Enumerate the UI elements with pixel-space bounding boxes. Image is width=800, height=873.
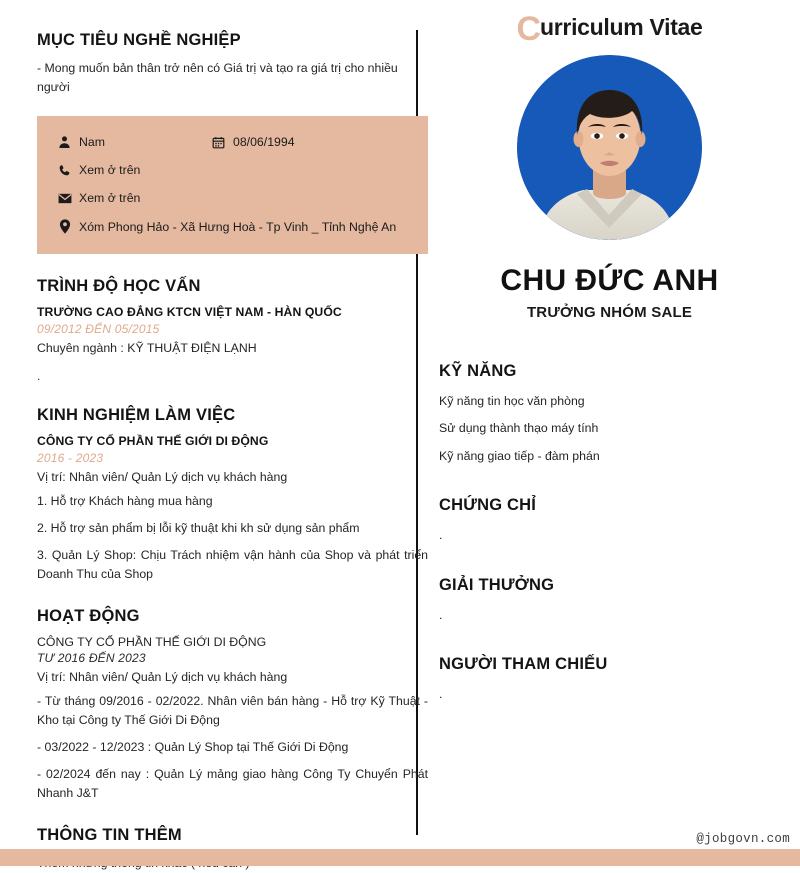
references-placeholder: . bbox=[439, 687, 443, 702]
info-row-gender-birthday bbox=[57, 135, 408, 149]
right-column bbox=[437, 0, 782, 704]
activities-item: - 03/2022 - 12/2023 : Quản Lý Shop tại Thế Giới Di Động bbox=[37, 740, 349, 755]
skill-item: Kỹ năng giao tiếp - đàm phán bbox=[439, 448, 600, 463]
section-work-experience bbox=[37, 406, 428, 584]
person-role: TRƯỞNG NHÓM SALE bbox=[526, 304, 693, 321]
left-column bbox=[37, 31, 428, 873]
section-certificates bbox=[439, 496, 782, 544]
skill-item: Kỹ năng tin học văn phòng bbox=[439, 394, 585, 408]
cv-header-initial: C bbox=[516, 10, 541, 48]
education-placeholder: . bbox=[37, 369, 41, 384]
awards-placeholder: . bbox=[439, 607, 443, 622]
education-title: TRÌNH ĐỘ HỌC VẤN bbox=[37, 277, 201, 296]
career-objective-title: MỤC TIÊU NGHỀ NGHIỆP bbox=[37, 31, 241, 49]
work-experience-duty: 3. Quản Lý Shop: Chịu Trách nhiệm vận hành của Shop và phát triển Doanh Thu của Shop bbox=[37, 548, 428, 582]
location-pin-icon bbox=[57, 219, 72, 234]
site-watermark: @jobgovn.com bbox=[696, 832, 790, 846]
info-gender-value: Nam bbox=[79, 135, 105, 150]
section-activities bbox=[37, 607, 428, 803]
cv-header-rest: urriculum Vitae bbox=[540, 14, 703, 40]
info-row-address bbox=[57, 219, 408, 234]
work-experience-duty: 2. Hỗ trợ sản phẩm bị lỗi kỹ thuật khi kh sử dụng sản phẩm bbox=[37, 521, 360, 536]
info-birthday-value: 08/06/1994 bbox=[233, 135, 295, 150]
education-period: 09/2012 ĐẾN 05/2015 bbox=[37, 322, 160, 337]
activities-position: Vị trí: Nhân viên/ Quản Lý dịch vụ khách hàng bbox=[37, 670, 288, 685]
activities-period: TƯ 2016 ĐẾN 2023 bbox=[37, 651, 146, 666]
activities-title: HOẠT ĐỘNG bbox=[37, 607, 140, 626]
activities-item: - Từ tháng 09/2016 - 02/2022. Nhân viên bán hàng - Hỗ trợ Kỹ Thuật - Kho tại Công ty Thế Giới Di Động bbox=[37, 694, 428, 728]
education-school: TRƯỜNG CAO ĐẲNG KTCN VIỆT NAM - HÀN QUỐC bbox=[37, 305, 342, 320]
calendar-icon bbox=[211, 136, 226, 149]
work-experience-duty: 1. Hỗ trợ Khách hàng mua hàng bbox=[37, 494, 213, 508]
skill-item: Sử dụng thành thạo máy tính bbox=[439, 421, 599, 436]
info-phone-value: Xem ở trên bbox=[79, 163, 141, 178]
section-references bbox=[439, 655, 782, 703]
info-birthday bbox=[211, 135, 295, 149]
person-name: CHU ĐỨC ANH bbox=[500, 264, 719, 297]
work-experience-position: Vị trí: Nhân viên/ Quản Lý dịch vụ khách hàng bbox=[37, 470, 288, 484]
certificates-placeholder: . bbox=[439, 528, 443, 543]
info-email-value: Xem ở trên bbox=[79, 191, 141, 206]
info-gender bbox=[57, 135, 211, 149]
work-experience-period: 2016 - 2023 bbox=[37, 451, 104, 465]
profile-photo bbox=[517, 55, 702, 240]
activities-company: CÔNG TY CỔ PHẦN THẾ GIỚI DI ĐỘNG bbox=[37, 635, 267, 650]
person-icon bbox=[57, 135, 72, 149]
additional-info-title: THÔNG TIN THÊM bbox=[37, 826, 182, 845]
awards-title: GIẢI THƯỞNG bbox=[439, 575, 555, 594]
section-career-objective bbox=[37, 31, 428, 97]
info-row-phone bbox=[57, 163, 408, 177]
section-awards bbox=[439, 576, 782, 624]
cv-header-title bbox=[437, 12, 782, 46]
personal-info-card bbox=[37, 116, 428, 254]
certificates-title: CHỨNG CHỈ bbox=[439, 496, 537, 515]
info-address-value: Xóm Phong Hảo - Xã Hưng Hoà - Tp Vinh _ Tỉnh Nghệ An bbox=[79, 219, 397, 234]
envelope-icon bbox=[57, 193, 72, 204]
skills-title: KỸ NĂNG bbox=[439, 362, 517, 380]
profile-photo-illustration bbox=[517, 55, 702, 240]
bottom-accent-bar bbox=[0, 849, 800, 866]
phone-icon bbox=[57, 164, 72, 177]
references-title: NGƯỜI THAM CHIẾU bbox=[439, 655, 608, 674]
section-education bbox=[37, 277, 428, 383]
activities-item: - 02/2024 đến nay : Quản Lý mảng giao hàng Công Ty Chuyển Phát Nhanh J&T bbox=[37, 767, 428, 801]
info-row-email bbox=[57, 191, 408, 205]
work-experience-company: CÔNG TY CỔ PHẦN THẾ GIỚI DI ĐỘNG bbox=[37, 434, 269, 448]
work-experience-title: KINH NGHIỆM LÀM VIỆC bbox=[37, 406, 236, 425]
section-skills bbox=[439, 362, 782, 465]
education-major: Chuyên ngành : KỸ THUẬT ĐIỆN LẠNH bbox=[37, 341, 257, 356]
career-objective-text: - Mong muốn bản thân trở nên có Giá trị và tạo ra giá trị cho nhiều người bbox=[37, 60, 398, 95]
